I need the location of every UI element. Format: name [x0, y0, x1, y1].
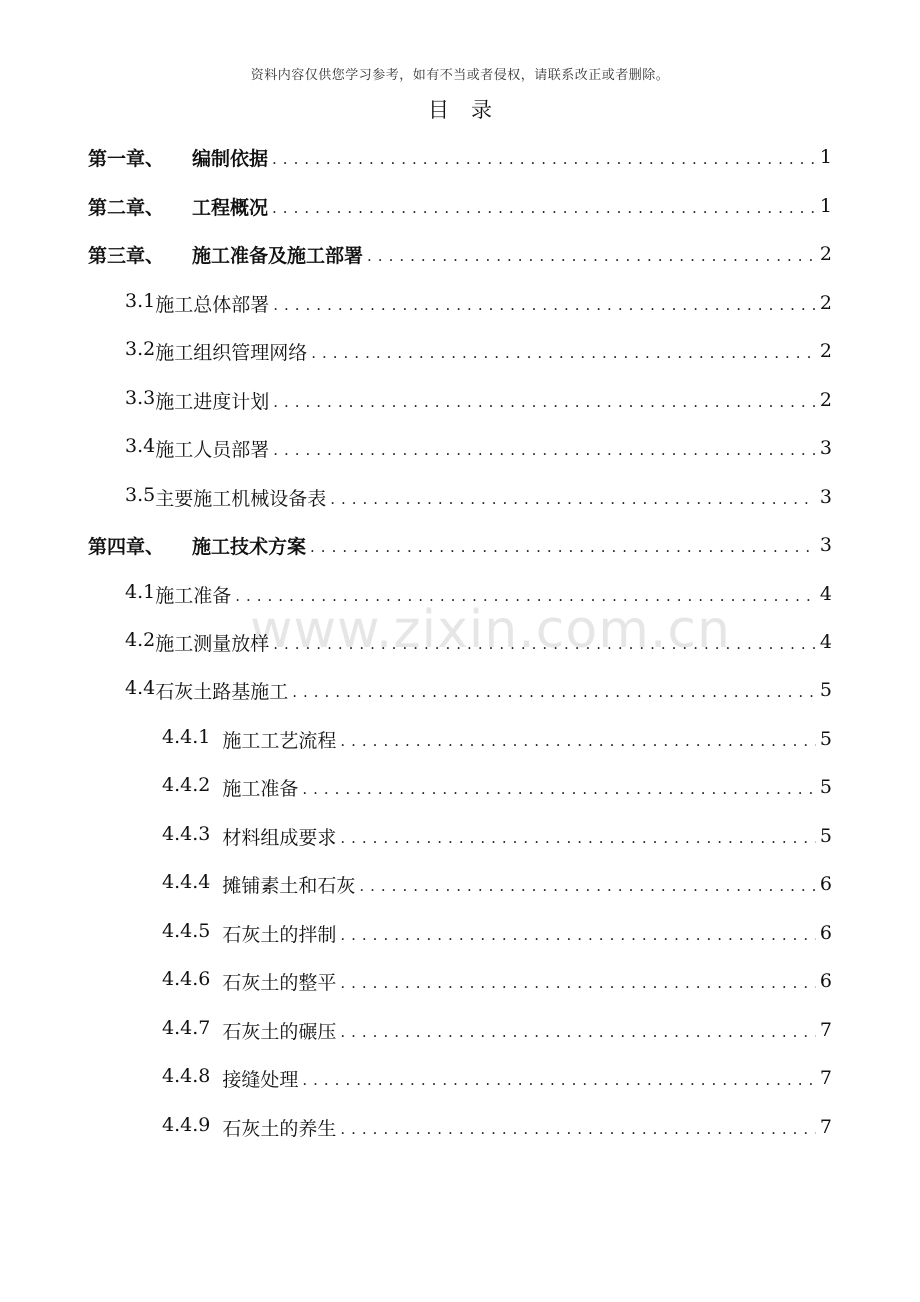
- toc-entry-number: 3.4: [125, 434, 156, 457]
- toc-entry-page: 3: [819, 437, 832, 459]
- dot-leader: [272, 150, 816, 177]
- toc-entry-title: 主要施工机械设备表: [155, 487, 327, 510]
- toc-entry-number: 4.4.7: [162, 1016, 211, 1039]
- toc-entry-number: 3.2: [125, 337, 156, 360]
- toc-entry-number: 第一章、: [88, 147, 165, 170]
- toc-entry-section-4-4-9[interactable]: [162, 1107, 832, 1147]
- dot-leader: [340, 732, 816, 759]
- header-notice: 资料内容仅供您学习参考，如有不当或者侵权，请联系改正或者删除。: [250, 68, 670, 83]
- toc-entry-section-4-4-5[interactable]: [162, 913, 832, 953]
- dot-leader: [272, 199, 816, 226]
- dot-leader: [273, 635, 816, 662]
- dot-leader: [273, 393, 816, 420]
- toc-entry-number: 4.4.1: [162, 725, 211, 748]
- dot-leader: [311, 344, 816, 371]
- toc-entry-title: 工程概况: [192, 196, 269, 219]
- toc-entry-number: 4.2: [125, 628, 156, 651]
- toc-entry-section-4-4-2[interactable]: [162, 767, 832, 807]
- toc-entry-title: 石灰土的拌制: [222, 923, 337, 946]
- toc-entry-section-4-4-7[interactable]: [162, 1010, 832, 1050]
- toc-entry-page: 7: [819, 1067, 832, 1089]
- toc-entry-number: 3.1: [125, 289, 156, 312]
- toc-entry-section-4-4-8[interactable]: [162, 1058, 832, 1098]
- toc-entry-title: 施工准备: [155, 584, 232, 607]
- toc-entry-number: 4.4.8: [162, 1064, 211, 1087]
- toc-entry-section-4-2[interactable]: [125, 622, 832, 662]
- dot-leader: [330, 490, 816, 517]
- dot-leader: [292, 683, 816, 710]
- toc-entry-number: 3.3: [125, 386, 156, 409]
- toc-entry-page: 3: [819, 534, 832, 556]
- toc-entry-title: 施工总体部署: [155, 293, 270, 316]
- dot-leader: [310, 538, 816, 565]
- watermark: www.zixin.com.cn: [250, 600, 731, 660]
- toc-entry-section-3-4[interactable]: [125, 428, 832, 468]
- dot-leader: [235, 587, 816, 614]
- toc-entry-number: 第四章、: [88, 535, 165, 558]
- toc-entry-page: 5: [819, 679, 832, 701]
- toc-entry-section-4-4-4[interactable]: [162, 864, 832, 904]
- dot-leader: [340, 829, 816, 856]
- toc-entry-chapter-4[interactable]: [88, 525, 832, 565]
- toc-entry-section-4-4-6[interactable]: [162, 961, 832, 1001]
- toc-entry-title: 施工组织管理网络: [155, 341, 308, 364]
- toc-entry-chapter-3[interactable]: [88, 234, 832, 274]
- toc-entry-chapter-2[interactable]: [88, 186, 832, 226]
- toc-entry-page: 5: [819, 728, 832, 750]
- toc-entry-number: 4.1: [125, 580, 156, 603]
- toc-entry-title: 编制依据: [192, 147, 269, 170]
- toc-entry-page: 7: [819, 1116, 832, 1138]
- toc-entry-page: 4: [819, 583, 832, 605]
- toc-entry-number: 4.4.6: [162, 967, 211, 990]
- toc-entry-number: 3.5: [125, 483, 156, 506]
- dot-leader: [302, 780, 816, 807]
- toc-entry-page: 6: [819, 922, 832, 944]
- toc-entry-title: 摊铺素土和石灰: [222, 874, 356, 897]
- toc-entry-page: 2: [819, 292, 832, 314]
- toc-entry-title: 材料组成要求: [222, 826, 337, 849]
- toc-entry-title: 石灰土的整平: [222, 971, 337, 994]
- toc-entry-page: 4: [819, 631, 832, 653]
- dot-leader: [273, 441, 816, 468]
- toc-entry-page: 2: [819, 340, 832, 362]
- toc-entry-title: 施工人员部署: [155, 438, 270, 461]
- toc-entry-page: 1: [819, 146, 832, 168]
- toc-entry-title: 施工测量放样: [155, 632, 270, 655]
- dot-leader: [302, 1071, 816, 1098]
- toc-entry-page: 1: [819, 195, 832, 217]
- toc-entry-number: 4.4.9: [162, 1113, 211, 1136]
- toc-entry-title: 施工技术方案: [192, 535, 307, 558]
- toc-entry-title: 石灰土的碾压: [222, 1020, 337, 1043]
- dot-leader: [359, 877, 816, 904]
- toc-entry-title: 施工进度计划: [155, 390, 270, 413]
- toc-entry-section-4-4-1[interactable]: [162, 719, 832, 759]
- toc-entry-title: 石灰土路基施工: [155, 680, 289, 703]
- toc-entry-title: 石灰土的养生: [222, 1117, 337, 1140]
- toc-entry-section-3-5[interactable]: [125, 477, 832, 517]
- toc-entry-title: 施工准备及施工部署: [192, 244, 364, 267]
- toc-entry-chapter-1[interactable]: [88, 137, 832, 177]
- toc-entry-section-3-2[interactable]: [125, 331, 832, 371]
- toc-entry-page: 6: [819, 970, 832, 992]
- toc-entry-number: 第三章、: [88, 244, 165, 267]
- toc-entry-page: 5: [819, 825, 832, 847]
- dot-leader: [340, 1023, 816, 1050]
- dot-leader: [340, 926, 816, 953]
- toc-entry-page: 7: [819, 1019, 832, 1041]
- dot-leader: [367, 247, 816, 274]
- toc-entry-section-3-1[interactable]: [125, 283, 832, 323]
- toc-entry-section-4-4-3[interactable]: [162, 816, 832, 856]
- toc-entry-title: 施工工艺流程: [222, 729, 337, 752]
- toc-entry-section-4-4[interactable]: [125, 670, 832, 710]
- toc-entry-number: 4.4.2: [162, 773, 211, 796]
- dot-leader: [273, 296, 816, 323]
- toc-entry-page: 2: [819, 243, 832, 265]
- toc-entry-number: 第二章、: [88, 196, 165, 219]
- toc-entry-section-3-3[interactable]: [125, 380, 832, 420]
- toc-entry-title: 接缝处理: [222, 1068, 299, 1091]
- toc-entry-page: 3: [819, 486, 832, 508]
- toc-entry-number: 4.4: [125, 676, 156, 699]
- dot-leader: [340, 1120, 816, 1147]
- page-title: 目录: [428, 98, 514, 122]
- toc-entry-page: 5: [819, 776, 832, 798]
- toc-entry-section-4-1[interactable]: [125, 574, 832, 614]
- toc-entry-number: 4.4.4: [162, 870, 211, 893]
- toc-entry-title: 施工准备: [222, 777, 299, 800]
- toc-entry-page: 2: [819, 389, 832, 411]
- toc-entry-number: 4.4.5: [162, 919, 211, 942]
- dot-leader: [340, 974, 816, 1001]
- toc-entry-number: 4.4.3: [162, 822, 211, 845]
- toc-entry-page: 6: [819, 873, 832, 895]
